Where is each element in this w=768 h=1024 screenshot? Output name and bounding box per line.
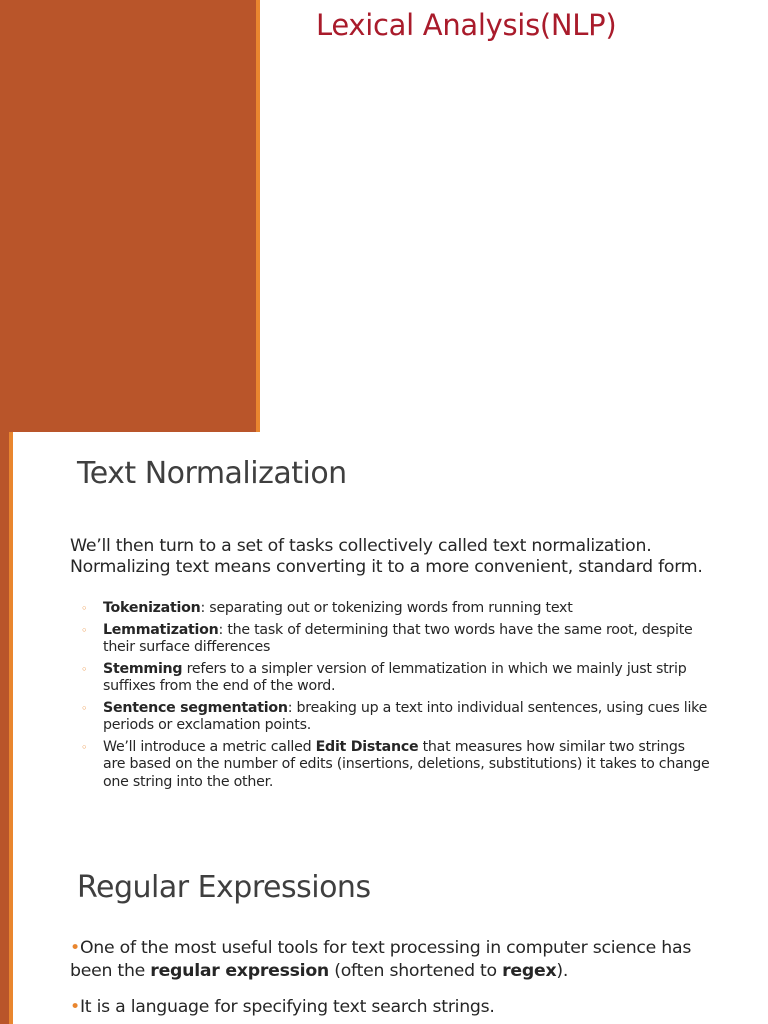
bullet-prefix: We’ll introduce a metric called	[103, 738, 316, 755]
bullet-dot-icon: •	[70, 997, 80, 1017]
regex-para1-pre: One of the most useful tools for text processing in computer science has been the	[70, 938, 692, 981]
bullet-marker-icon: ◦	[81, 701, 88, 715]
normalization-bullet-list	[70, 600, 710, 795]
bullet-lemmatization	[70, 622, 710, 657]
regex-para2-text: It is a language for specifying text search strings.	[79, 997, 495, 1017]
content-slide	[0, 432, 768, 1024]
bullet-marker-icon: ◦	[81, 623, 88, 637]
bullet-text: : the task of determining that two words have the same root, despite their surface differences	[103, 621, 693, 655]
bullet-term: Stemming	[103, 660, 183, 677]
regular-expressions-heading: Regular Expressions	[77, 870, 371, 905]
regex-abbrev: regex	[502, 961, 557, 981]
bullet-text: refers to a simpler version of lemmatization in which we mainly just strip suffixes from the end of the word.	[103, 660, 687, 694]
regex-paragraph-2	[70, 996, 730, 1019]
regex-para1-post: ).	[556, 961, 569, 981]
bullet-marker-icon: ◦	[81, 602, 88, 615]
title-slide	[0, 0, 768, 432]
text-normalization-heading: Text Normalization	[77, 456, 347, 491]
regex-para1-mid: (often shortened to	[329, 961, 503, 981]
bullet-term: Sentence segmentation	[103, 699, 288, 716]
regex-paragraph-1	[70, 937, 730, 983]
bullet-term: Tokenization	[103, 600, 201, 616]
bullet-term: Edit Distance	[315, 738, 419, 755]
bullet-sentence-segmentation	[70, 700, 710, 735]
bullet-text: : separating out or tokenizing words from running text	[200, 600, 573, 616]
content-slide-edge-bar	[0, 432, 9, 1024]
bullet-tokenization	[70, 600, 710, 618]
bullet-edit-distance	[70, 739, 710, 792]
title-slide-accent-stripe	[256, 0, 260, 432]
bullet-marker-icon: ◦	[81, 740, 88, 754]
bullet-text: that measures how similar two strings are based on the number of edits (insertions, deletions, substitutions) it takes to change one string into the other.	[103, 738, 710, 790]
slide-title: Lexical Analysis(NLP)	[316, 8, 617, 42]
regex-term: regular expression	[150, 961, 329, 981]
bullet-marker-icon: ◦	[81, 662, 88, 676]
content-slide-accent-stripe	[9, 432, 13, 1024]
bullet-dot-icon: •	[70, 938, 80, 958]
bullet-term: Lemmatization	[103, 621, 219, 638]
title-slide-color-bar	[0, 0, 256, 432]
bullet-stemming	[70, 661, 710, 696]
text-normalization-intro: We’ll then turn to a set of tasks collectively called text normalization. Normalizing text means converting it to a more convenient, standard form.	[70, 536, 703, 577]
bullet-text: : breaking up a text into individual sentences, using cues like periods or exclamation points.	[103, 699, 708, 733]
